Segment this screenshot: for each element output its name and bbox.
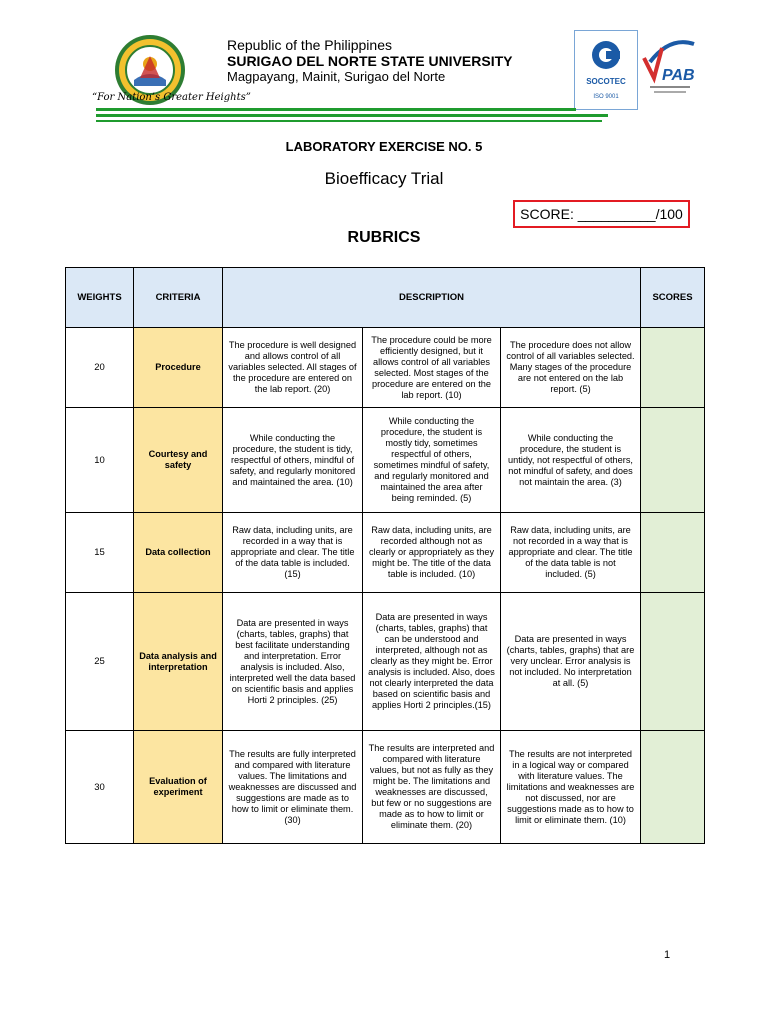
description-cell: Raw data, including units, are recorded in a way that is appropriate and clear. The title of the data table is included. (15) bbox=[223, 513, 363, 593]
description-cell: Raw data, including units, are recorded although not as clearly or appropriately as they might be. The title of the data table is included. (10) bbox=[363, 513, 501, 593]
description-cell: The results are not interpreted in a logical way or compared with literature values. The limitations and weaknesses are not discussed, nor are suggestions made as to how to limit or eliminate them. (10) bbox=[501, 731, 641, 844]
page-number: 1 bbox=[664, 949, 671, 961]
header-university-name: SURIGAO DEL NORTE STATE UNIVERSITY bbox=[227, 53, 513, 69]
criteria-cell: Data collection bbox=[134, 513, 223, 593]
rubrics-heading: RUBRICS bbox=[347, 229, 421, 246]
description-cell: Data are presented in ways (charts, tables, graphs) that best facilitate understanding and interpretation. Error analysis is included. Also, interpreted well the data based on scientific basis and applies Horti 2 principles. (25) bbox=[223, 593, 363, 731]
weight-cell: 25 bbox=[66, 593, 134, 731]
socotec-certification-logo bbox=[574, 30, 638, 110]
weight-cell: 15 bbox=[66, 513, 134, 593]
criteria-cell: Data analysis and interpretation bbox=[134, 593, 223, 731]
header-address: Magpayang, Mainit, Surigao del Norte bbox=[227, 69, 446, 84]
score-cell bbox=[641, 408, 705, 513]
description-cell: The procedure could be more efficiently designed, but it allows control of all variables selected. Most stages of the procedure are entered on the lab report. (10) bbox=[363, 328, 501, 408]
table-header-row bbox=[66, 268, 705, 328]
criteria-header: CRITERIA bbox=[134, 268, 223, 328]
weight-cell: 20 bbox=[66, 328, 134, 408]
description-header: DESCRIPTION bbox=[223, 268, 641, 328]
description-cell: Raw data, including units, are not recorded in a way that is appropriate and clear. The title of the data table is not included. (5) bbox=[501, 513, 641, 593]
description-cell: While conducting the procedure, the student is untidy, not respectful of others, not mindful of safety, and does not maintain the area. (3) bbox=[501, 408, 641, 513]
score-cell bbox=[641, 593, 705, 731]
socotec-standard: ISO 9001 bbox=[593, 94, 619, 100]
pab-logo-text: PAB bbox=[662, 67, 695, 84]
description-cell: The procedure does not allow control of all variables selected. Many stages of the procedure are not entered on the lab report. (5) bbox=[501, 328, 641, 408]
description-cell: The results are interpreted and compared with literature values, but not as fully as they might be. The limitations and weaknesses are discussed, but few or no suggestions are made as to how to limit or eliminate them. (20) bbox=[363, 731, 501, 844]
header-divider-line bbox=[96, 114, 608, 117]
score-cell bbox=[641, 328, 705, 408]
weight-cell: 10 bbox=[66, 408, 134, 513]
weight-cell: 30 bbox=[66, 731, 134, 844]
description-cell: Data are presented in ways (charts, tables, graphs) that are very unclear. Error analysis is not included. No interpretation at all. (5) bbox=[501, 593, 641, 731]
socotec-name: SOCOTEC bbox=[586, 77, 626, 86]
table-row bbox=[66, 408, 705, 513]
score-cell bbox=[641, 513, 705, 593]
header-country: Republic of the Philippines bbox=[227, 37, 392, 53]
exercise-subtitle: Bioefficacy Trial bbox=[324, 169, 444, 188]
pab-emblem-icon bbox=[640, 34, 696, 100]
criteria-cell: Procedure bbox=[134, 328, 223, 408]
score-box: SCORE: __________/100 bbox=[513, 200, 690, 228]
description-cell: Data are presented in ways (charts, tables, graphs) that can be understood and interpreted, although not as clearly as they might be. Error analysis is included. Also, does not clearly interpreted the data based on scientific basis and applies Horti 2 principles.(15) bbox=[363, 593, 501, 731]
scores-header: SCORES bbox=[641, 268, 705, 328]
pab-accreditation-logo bbox=[640, 34, 696, 100]
description-cell: While conducting the procedure, the student is tidy, respectful of others, mindful of safety, and regularly monitored and maintained the area. (10) bbox=[223, 408, 363, 513]
score-cell bbox=[641, 731, 705, 844]
table-row bbox=[66, 731, 705, 844]
header-divider-line bbox=[96, 108, 576, 111]
criteria-cell: Courtesy and safety bbox=[134, 408, 223, 513]
criteria-cell: Evaluation of experiment bbox=[134, 731, 223, 844]
description-cell: The results are fully interpreted and compared with literature values. The limitations and weaknesses are discussed and suggestions are made as to how to limit or eliminate them. (30) bbox=[223, 731, 363, 844]
rubric-table bbox=[65, 267, 705, 844]
description-cell: While conducting the procedure, the student is mostly tidy, sometimes respectful of others, sometimes mindful of safety, and regularly monitored and maintained the area after being reminded. (5) bbox=[363, 408, 501, 513]
header-divider-line bbox=[96, 120, 602, 122]
table-row bbox=[66, 328, 705, 408]
table-row bbox=[66, 593, 705, 731]
university-motto: “For Nation’s Greater Heights” bbox=[92, 92, 251, 103]
lab-exercise-title: LABORATORY EXERCISE NO. 5 bbox=[285, 139, 483, 154]
weights-header: WEIGHTS bbox=[66, 268, 134, 328]
description-cell: The procedure is well designed and allows control of all variables selected. All stages of the procedure are entered on the lab report. (20) bbox=[223, 328, 363, 408]
socotec-emblem-icon bbox=[576, 33, 636, 77]
table-row bbox=[66, 513, 705, 593]
